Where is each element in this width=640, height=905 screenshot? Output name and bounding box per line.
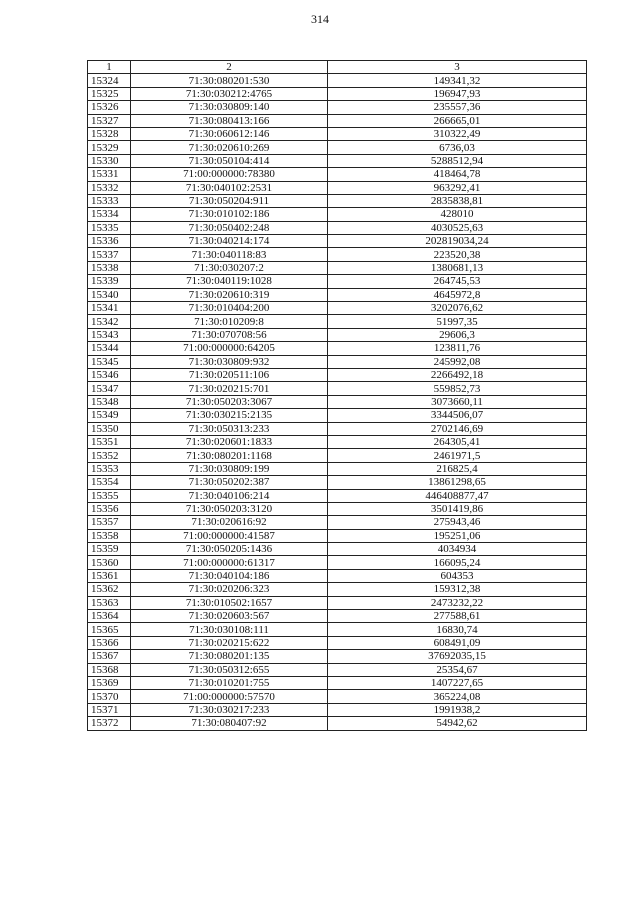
- row-number-cell: 15337: [88, 248, 131, 261]
- cadastral-value-cell: 428010: [328, 208, 587, 221]
- table-row: [88, 663, 587, 676]
- cadastral-value-cell: 4034934: [328, 543, 587, 556]
- table-row: [88, 422, 587, 435]
- cadastral-number-cell: 71:30:040118:83: [131, 248, 328, 261]
- table-row: [88, 208, 587, 221]
- cadastral-number-cell: 71:00:000000:41587: [131, 529, 328, 542]
- table-body: [88, 74, 587, 730]
- row-number-cell: 15372: [88, 717, 131, 730]
- cadastral-value-cell: 159312,38: [328, 583, 587, 596]
- row-number-cell: 15349: [88, 409, 131, 422]
- row-number-cell: 15342: [88, 315, 131, 328]
- table-row: [88, 315, 587, 328]
- cadastral-value-cell: 3202076,62: [328, 302, 587, 315]
- table-row: [88, 221, 587, 234]
- cadastral-value-cell: 1991938,2: [328, 703, 587, 716]
- column-header-value: 3: [328, 61, 587, 74]
- cadastral-number-cell: 71:30:020215:701: [131, 382, 328, 395]
- row-number-cell: 15324: [88, 74, 131, 87]
- table-row: [88, 610, 587, 623]
- table-row: [88, 449, 587, 462]
- row-number-cell: 15336: [88, 235, 131, 248]
- cadastral-number-cell: 71:30:080201:135: [131, 650, 328, 663]
- cadastral-value-cell: 25354,67: [328, 663, 587, 676]
- table-row: [88, 583, 587, 596]
- row-number-cell: 15369: [88, 676, 131, 689]
- cadastral-value-cell: 29606,3: [328, 328, 587, 341]
- row-number-cell: 15352: [88, 449, 131, 462]
- table-row: [88, 355, 587, 368]
- cadastral-number-cell: 71:30:010201:755: [131, 676, 328, 689]
- cadastral-value-cell: 275943,46: [328, 516, 587, 529]
- row-number-cell: 15330: [88, 154, 131, 167]
- cadastral-number-cell: 71:30:010209:8: [131, 315, 328, 328]
- row-number-cell: 15348: [88, 395, 131, 408]
- cadastral-value-cell: 3344506,07: [328, 409, 587, 422]
- cadastral-number-cell: 71:30:020206:323: [131, 583, 328, 596]
- cadastral-value-cell: 277588,61: [328, 610, 587, 623]
- cadastral-number-cell: 71:30:050402:248: [131, 221, 328, 234]
- cadastral-number-cell: 71:30:050204:911: [131, 194, 328, 207]
- cadastral-number-cell: 71:30:010502:1657: [131, 596, 328, 609]
- cadastral-value-cell: 2702146,69: [328, 422, 587, 435]
- cadastral-number-cell: 71:30:080201:1168: [131, 449, 328, 462]
- row-number-cell: 15350: [88, 422, 131, 435]
- cadastral-number-cell: 71:30:030215:2135: [131, 409, 328, 422]
- row-number-cell: 15339: [88, 275, 131, 288]
- cadastral-number-cell: 71:30:040119:1028: [131, 275, 328, 288]
- row-number-cell: 15358: [88, 529, 131, 542]
- row-number-cell: 15327: [88, 114, 131, 127]
- cadastral-value-cell: 418464,78: [328, 168, 587, 181]
- table-row: [88, 489, 587, 502]
- cadastral-number-cell: 71:30:080407:92: [131, 717, 328, 730]
- cadastral-value-cell: 37692035,15: [328, 650, 587, 663]
- row-number-cell: 15370: [88, 690, 131, 703]
- column-header-number: 1: [88, 61, 131, 74]
- row-number-cell: 15340: [88, 288, 131, 301]
- cadastral-value-cell: 3501419,86: [328, 502, 587, 515]
- row-number-cell: 15333: [88, 194, 131, 207]
- table-row: [88, 703, 587, 716]
- cadastral-number-cell: 71:00:000000:61317: [131, 556, 328, 569]
- row-number-cell: 15351: [88, 435, 131, 448]
- cadastral-number-cell: 71:30:040102:2531: [131, 181, 328, 194]
- table-row: [88, 717, 587, 730]
- cadastral-value-cell: 202819034,24: [328, 235, 587, 248]
- cadastral-number-cell: 71:30:030108:111: [131, 623, 328, 636]
- row-number-cell: 15364: [88, 610, 131, 623]
- table-row: [88, 194, 587, 207]
- cadastral-value-cell: 608491,09: [328, 636, 587, 649]
- table-row: [88, 342, 587, 355]
- row-number-cell: 15359: [88, 543, 131, 556]
- row-number-cell: 15346: [88, 368, 131, 381]
- cadastral-number-cell: 71:30:050104:414: [131, 154, 328, 167]
- cadastral-number-cell: 71:30:030217:233: [131, 703, 328, 716]
- cadastral-number-cell: 71:30:020215:622: [131, 636, 328, 649]
- cadastral-number-cell: 71:30:050203:3120: [131, 502, 328, 515]
- table-row: [88, 395, 587, 408]
- cadastral-number-cell: 71:30:020603:567: [131, 610, 328, 623]
- cadastral-value-cell: 604353: [328, 569, 587, 582]
- row-number-cell: 15354: [88, 476, 131, 489]
- cadastral-number-cell: 71:30:020616:92: [131, 516, 328, 529]
- cadastral-number-cell: 71:00:000000:57570: [131, 690, 328, 703]
- cadastral-value-cell: 245992,08: [328, 355, 587, 368]
- cadastral-value-cell: 5288512,94: [328, 154, 587, 167]
- cadastral-number-cell: 71:30:050312:655: [131, 663, 328, 676]
- cadastral-value-cell: 166095,24: [328, 556, 587, 569]
- cadastral-number-cell: 71:30:020610:269: [131, 141, 328, 154]
- row-number-cell: 15332: [88, 181, 131, 194]
- cadastral-number-cell: 71:30:050205:1436: [131, 543, 328, 556]
- cadastral-number-cell: 71:30:020511:106: [131, 368, 328, 381]
- cadastral-number-cell: 71:30:030207:2: [131, 261, 328, 274]
- row-number-cell: 15367: [88, 650, 131, 663]
- cadastral-number-cell: 71:30:050203:3067: [131, 395, 328, 408]
- table-row: [88, 154, 587, 167]
- row-number-cell: 15357: [88, 516, 131, 529]
- cadastral-value-cell: 196947,93: [328, 87, 587, 100]
- cadastral-value-cell: 123811,76: [328, 342, 587, 355]
- table-row: [88, 248, 587, 261]
- row-number-cell: 15338: [88, 261, 131, 274]
- table-row: [88, 502, 587, 515]
- table-row: [88, 543, 587, 556]
- row-number-cell: 15361: [88, 569, 131, 582]
- table-row: [88, 328, 587, 341]
- table-row: [88, 516, 587, 529]
- table-row: [88, 676, 587, 689]
- row-number-cell: 15355: [88, 489, 131, 502]
- cadastral-value-cell: 16830,74: [328, 623, 587, 636]
- table-row: [88, 529, 587, 542]
- table-row: [88, 114, 587, 127]
- cadastral-value-cell: 559852,73: [328, 382, 587, 395]
- cadastral-value-cell: 3073660,11: [328, 395, 587, 408]
- table-header-row: [88, 61, 587, 74]
- cadastral-number-cell: 71:30:080413:166: [131, 114, 328, 127]
- table-row: [88, 261, 587, 274]
- cadastral-number-cell: 71:30:020610:319: [131, 288, 328, 301]
- table-row: [88, 168, 587, 181]
- cadastral-number-cell: 71:30:050313:233: [131, 422, 328, 435]
- cadastral-value-cell: 2835838,81: [328, 194, 587, 207]
- table-row: [88, 596, 587, 609]
- row-number-cell: 15347: [88, 382, 131, 395]
- row-number-cell: 15365: [88, 623, 131, 636]
- row-number-cell: 15363: [88, 596, 131, 609]
- table-row: [88, 141, 587, 154]
- table-row: [88, 623, 587, 636]
- cadastral-value-cell: 2461971,5: [328, 449, 587, 462]
- table-row: [88, 569, 587, 582]
- table-row: [88, 636, 587, 649]
- page-number: 314: [311, 12, 329, 26]
- cadastral-value-cell: 4645972,8: [328, 288, 587, 301]
- cadastral-value-cell: 365224,08: [328, 690, 587, 703]
- cadastral-number-cell: 71:30:030809:199: [131, 462, 328, 475]
- cadastral-number-cell: 71:30:080201:530: [131, 74, 328, 87]
- cadastral-number-cell: 71:30:010404:200: [131, 302, 328, 315]
- row-number-cell: 15353: [88, 462, 131, 475]
- table-row: [88, 127, 587, 140]
- column-header-cadastral-number: 2: [131, 61, 328, 74]
- row-number-cell: 15328: [88, 127, 131, 140]
- table-row: [88, 275, 587, 288]
- cadastral-number-cell: 71:30:040214:174: [131, 235, 328, 248]
- cadastral-number-cell: 71:30:030809:140: [131, 101, 328, 114]
- cadastral-number-cell: 71:30:060612:146: [131, 127, 328, 140]
- cadastral-number-cell: 71:30:050202:387: [131, 476, 328, 489]
- cadastral-value-cell: 235557,36: [328, 101, 587, 114]
- row-number-cell: 15371: [88, 703, 131, 716]
- row-number-cell: 15334: [88, 208, 131, 221]
- cadastral-value-cell: 13861298,65: [328, 476, 587, 489]
- table-row: [88, 462, 587, 475]
- cadastral-value-cell: 264745,53: [328, 275, 587, 288]
- cadastral-value-cell: 266665,01: [328, 114, 587, 127]
- row-number-cell: 15335: [88, 221, 131, 234]
- row-number-cell: 15344: [88, 342, 131, 355]
- table-row: [88, 302, 587, 315]
- cadastral-value-cell: 4030525,63: [328, 221, 587, 234]
- row-number-cell: 15326: [88, 101, 131, 114]
- cadastral-value-cell: 2266492,18: [328, 368, 587, 381]
- table-row: [88, 650, 587, 663]
- table-row: [88, 368, 587, 381]
- row-number-cell: 15329: [88, 141, 131, 154]
- cadastral-number-cell: 71:00:000000:78380: [131, 168, 328, 181]
- cadastral-value-cell: 264305,41: [328, 435, 587, 448]
- row-number-cell: 15360: [88, 556, 131, 569]
- cadastral-value-cell: 223520,38: [328, 248, 587, 261]
- cadastral-value-cell: 51997,35: [328, 315, 587, 328]
- cadastral-number-cell: 71:30:070708:56: [131, 328, 328, 341]
- cadastral-value-cell: 195251,06: [328, 529, 587, 542]
- cadastral-value-cell: 6736,03: [328, 141, 587, 154]
- table-row: [88, 435, 587, 448]
- row-number-cell: 15343: [88, 328, 131, 341]
- table-row: [88, 181, 587, 194]
- table-row: [88, 288, 587, 301]
- row-number-cell: 15362: [88, 583, 131, 596]
- table-row: [88, 235, 587, 248]
- row-number-cell: 15356: [88, 502, 131, 515]
- table-row: [88, 74, 587, 87]
- cadastral-value-cell: 54942,62: [328, 717, 587, 730]
- table-row: [88, 382, 587, 395]
- cadastral-value-cell: 216825,4: [328, 462, 587, 475]
- cadastral-number-cell: 71:30:020601:1833: [131, 435, 328, 448]
- cadastral-value-cell: 2473232,22: [328, 596, 587, 609]
- cadastral-number-cell: 71:30:010102:186: [131, 208, 328, 221]
- cadastral-number-cell: 71:30:030809:932: [131, 355, 328, 368]
- cadastral-number-cell: 71:00:000000:64205: [131, 342, 328, 355]
- cadastral-value-cell: 310322,49: [328, 127, 587, 140]
- cadastral-value-cell: 963292,41: [328, 181, 587, 194]
- cadastral-value-table: [87, 60, 587, 731]
- cadastral-value-cell: 446408877,47: [328, 489, 587, 502]
- table-row: [88, 409, 587, 422]
- table-row: [88, 476, 587, 489]
- cadastral-value-cell: 149341,32: [328, 74, 587, 87]
- row-number-cell: 15331: [88, 168, 131, 181]
- row-number-cell: 15325: [88, 87, 131, 100]
- table-row: [88, 87, 587, 100]
- table-row: [88, 690, 587, 703]
- cadastral-number-cell: 71:30:030212:4765: [131, 87, 328, 100]
- cadastral-number-cell: 71:30:040106:214: [131, 489, 328, 502]
- row-number-cell: 15345: [88, 355, 131, 368]
- table-row: [88, 101, 587, 114]
- row-number-cell: 15366: [88, 636, 131, 649]
- row-number-cell: 15368: [88, 663, 131, 676]
- cadastral-value-cell: 1407227,65: [328, 676, 587, 689]
- row-number-cell: 15341: [88, 302, 131, 315]
- cadastral-number-cell: 71:30:040104:186: [131, 569, 328, 582]
- table-row: [88, 556, 587, 569]
- cadastral-value-cell: 1380681,13: [328, 261, 587, 274]
